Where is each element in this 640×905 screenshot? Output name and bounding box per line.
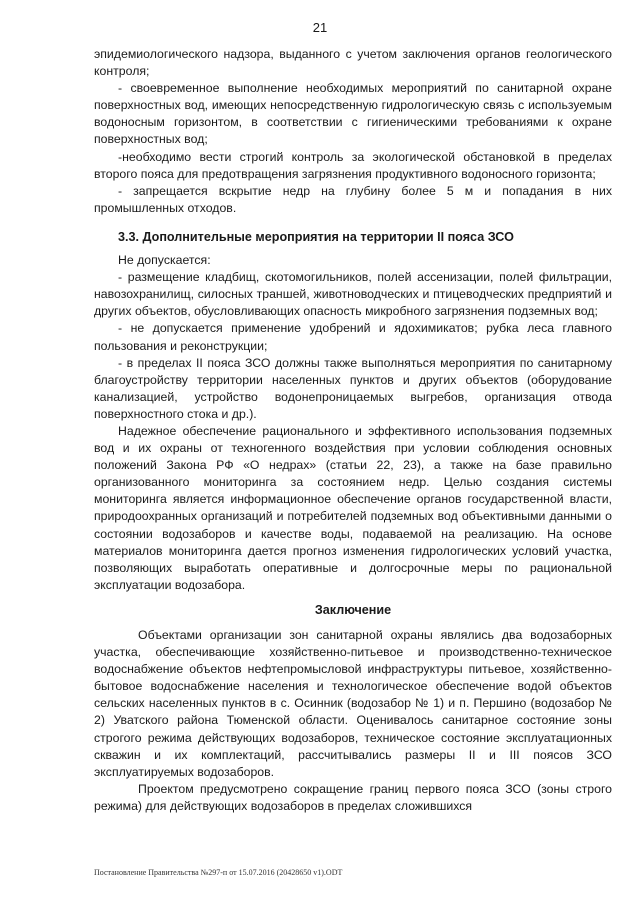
page-number: 21: [312, 20, 328, 35]
paragraph: Проектом предусмотрено сокращение границ первого пояса ЗСО (зоны строго режима) для действующих водозаборов в пределах сложившихся: [94, 781, 612, 813]
paragraph: эпидемиологического надзора, выданного с учетом заключения органов геологического контроля;: [94, 47, 612, 79]
section-heading: 3.3. Дополнительные мероприятия на территории II пояса ЗСО: [118, 229, 514, 244]
paragraph: -необходимо вести строгий контроль за экологической обстановкой в пределах второго пояса для предотвращения загрязнения продуктивного водоносного горизонта;: [94, 149, 612, 181]
paragraph: Объектами организации зон санитарной охраны являлись два водозаборных участка, обеспечивающие хозяйственно-питьевое и производственно-техническое водоснабжение объектов нефтепромысловой инфраструктуры питьевое, хозяйственно-бытовое водоснабжение населения и технологическое обеспечение водой объектов сельских населенных пунктов в с. Осинник (водозабор № 1) и п. Першино (водозабор № 2) Уватского района Тюменской области. Оценивалось санитарное состояние зоны строгого режима действующих водозаборов, техническое состояние эксплуатационных скважин и их комплектаций, рассчитывались размеры II и III поясов ЗСО эксплуатируемых водозаборов.: [94, 628, 612, 779]
paragraph: Надежное обеспечение рационального и эффективного использования подземных вод и их охраны от техногенного воздействия при условии соблюдения основных положений Закона РФ «О недрах» (статьи 22, 23), а также на базе правильно организованного мониторинга за состоянием недр. Целью создания системы мониторинга является информационное обеспечение органов государственной власти, природоохранных организаций и потребителей подземных вод объективными данными о состоянии водозаборов и качестве воды, подаваемой на реализацию. На основе материалов мониторинга дается прогноз изменения гидрологических условий участка, позволяющих выработать оперативные и долгосрочные меры по рациональной эксплуатации водозабора.: [94, 423, 612, 592]
paragraph: Не допускается:: [118, 253, 211, 268]
document-footer: Постановление Правительства №297-п от 15.07.2016 (20428650 v1).ODT: [94, 868, 343, 877]
paragraph: - не допускается применение удобрений и ядохимикатов; рубка леса главного пользования и реконструкции;: [94, 321, 612, 353]
paragraph: - запрещается вскрытие недр на глубину более 5 м и попадания в них промышленных отходов.: [94, 183, 612, 215]
paragraph: - в пределах II пояса ЗСО должны также выполняться мероприятия по санитарному благоустройству территории населенных пунктов и других объектов (оборудование канализацией, устройство водонепроницаемых выгребов, организация отвода поверхностного стока и др.).: [94, 355, 612, 421]
document-body: [94, 46, 612, 815]
paragraph: - своевременное выполнение необходимых мероприятий по санитарной охране поверхностных вод, имеющих непосредственную гидрологическую связь с используемым водоносным горизонтом, в соответствии с гигиеническими требованиями к охране поверхностных вод;: [94, 81, 612, 147]
paragraph: - размещение кладбищ, скотомогильников, полей ассенизации, полей фильтрации, навозохранилищ, силосных траншей, животноводческих и птицеводческих предприятий и других объектов, обусловливающих опасность микробного загрязнения подземных вод;: [94, 270, 612, 319]
conclusion-heading: Заключение: [314, 602, 392, 617]
